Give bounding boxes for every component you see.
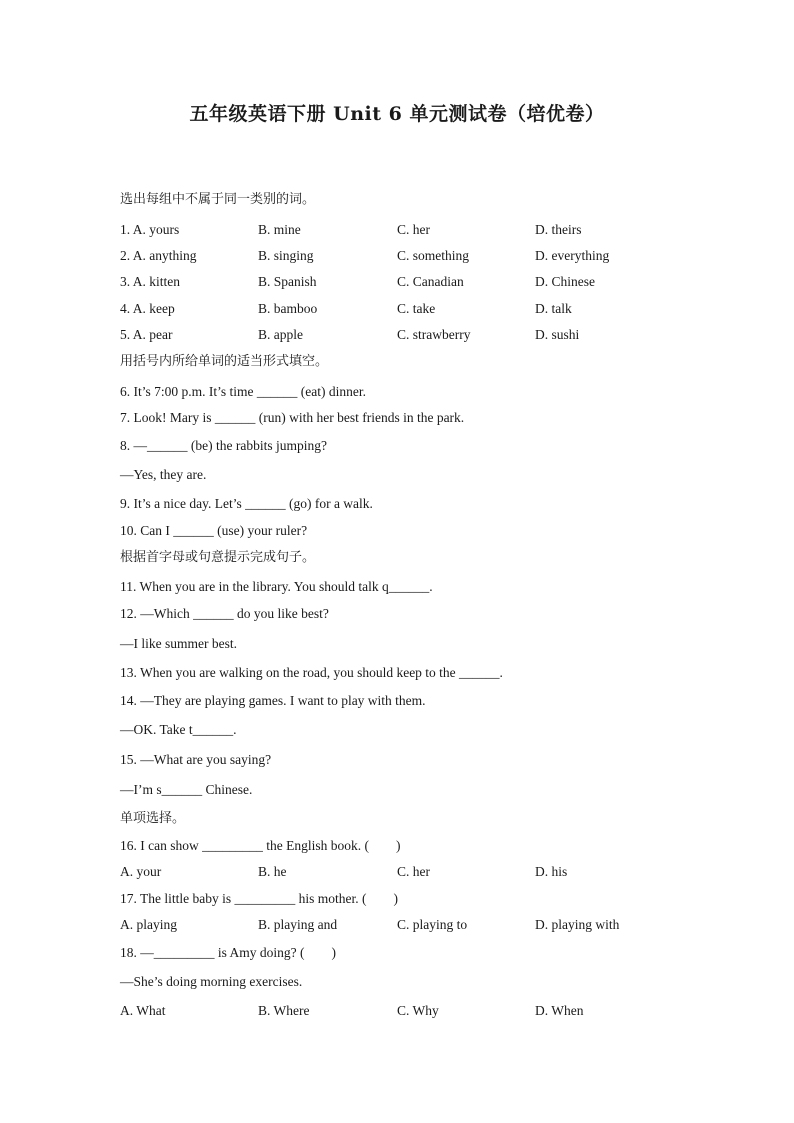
option-a: 5. A. pear: [120, 327, 173, 342]
section4-heading: 单项选择。: [120, 811, 186, 826]
option-c: C. playing to: [397, 917, 468, 932]
answer-line: —Yes, they are.: [120, 467, 207, 482]
option-d: D. When: [535, 1003, 584, 1018]
option-b: B. he: [258, 864, 287, 879]
answer-line: —I like summer best.: [120, 636, 237, 651]
option-a: A. your: [120, 864, 162, 879]
option-c: C. Why: [397, 1003, 439, 1018]
option-d: D. his: [535, 864, 568, 879]
option-d: D. sushi: [535, 327, 580, 342]
option-a: A. playing: [120, 917, 177, 932]
question-line: 12. —Which ______ do you like best?: [120, 606, 329, 621]
option-b: B. Where: [258, 1003, 310, 1018]
question-row-2: [120, 247, 680, 265]
option-c: C. Canadian: [397, 274, 464, 289]
option-a: A. What: [120, 1003, 166, 1018]
option-c: C. her: [397, 222, 430, 237]
page-title: 五年级英语下册 Unit 6 单元测试卷（培优卷）: [189, 103, 605, 125]
question-row-1: [120, 221, 680, 239]
question-line: 8. —______ (be) the rabbits jumping?: [120, 438, 327, 453]
option-d: D. playing with: [535, 917, 620, 932]
question-line: 16. I can show _________ the English book. ( ): [120, 838, 401, 853]
question-line: 15. —What are you saying?: [120, 752, 272, 767]
question-line: 7. Look! Mary is ______ (run) with her best friends in the park.: [120, 410, 465, 425]
option-a: 3. A. kitten: [120, 274, 180, 289]
section2-heading: 用括号内所给单词的适当形式填空。: [120, 354, 329, 369]
option-c: C. strawberry: [397, 327, 471, 342]
question-row-3: [120, 273, 680, 291]
option-b: B. playing and: [258, 917, 338, 932]
question-row-4: [120, 300, 680, 318]
answer-line: —I’m s______ Chinese.: [120, 782, 253, 797]
question-line: 10. Can I ______ (use) your ruler?: [120, 523, 308, 538]
option-a: 2. A. anything: [120, 248, 197, 263]
option-c: C. something: [397, 248, 470, 263]
answer-line: —She’s doing morning exercises.: [120, 974, 303, 989]
question-line: 11. When you are in the library. You should talk q______.: [120, 579, 433, 594]
answer-line: —OK. Take t______.: [120, 722, 237, 737]
question-line: 9. It’s a nice day. Let’s ______ (go) for a walk.: [120, 496, 373, 511]
option-c: C. her: [397, 864, 430, 879]
option-d: D. Chinese: [535, 274, 595, 289]
option-d: D. everything: [535, 248, 610, 263]
option-a: 4. A. keep: [120, 301, 175, 316]
options-row: [120, 916, 680, 934]
question-line: 6. It’s 7:00 p.m. It’s time ______ (eat) dinner.: [120, 384, 366, 399]
options-row: [120, 863, 680, 881]
question-line: 18. —_________ is Amy doing? ( ): [120, 945, 336, 960]
section3-heading: 根据首字母或句意提示完成句子。: [120, 550, 316, 565]
option-c: C. take: [397, 301, 436, 316]
section1-heading: 选出每组中不属于同一类别的词。: [120, 192, 316, 207]
option-b: B. singing: [258, 248, 314, 263]
option-d: D. theirs: [535, 222, 582, 237]
option-b: B. bamboo: [258, 301, 318, 316]
option-d: D. talk: [535, 301, 572, 316]
option-a: 1. A. yours: [120, 222, 180, 237]
question-line: 14. —They are playing games. I want to play with them.: [120, 693, 426, 708]
question-row-5: [120, 326, 680, 344]
options-row: [120, 1002, 680, 1020]
question-line: 17. The little baby is _________ his mother. ( ): [120, 891, 398, 906]
question-line: 13. When you are walking on the road, you should keep to the ______.: [120, 665, 503, 680]
option-b: B. apple: [258, 327, 303, 342]
option-b: B. mine: [258, 222, 301, 237]
option-b: B. Spanish: [258, 274, 317, 289]
